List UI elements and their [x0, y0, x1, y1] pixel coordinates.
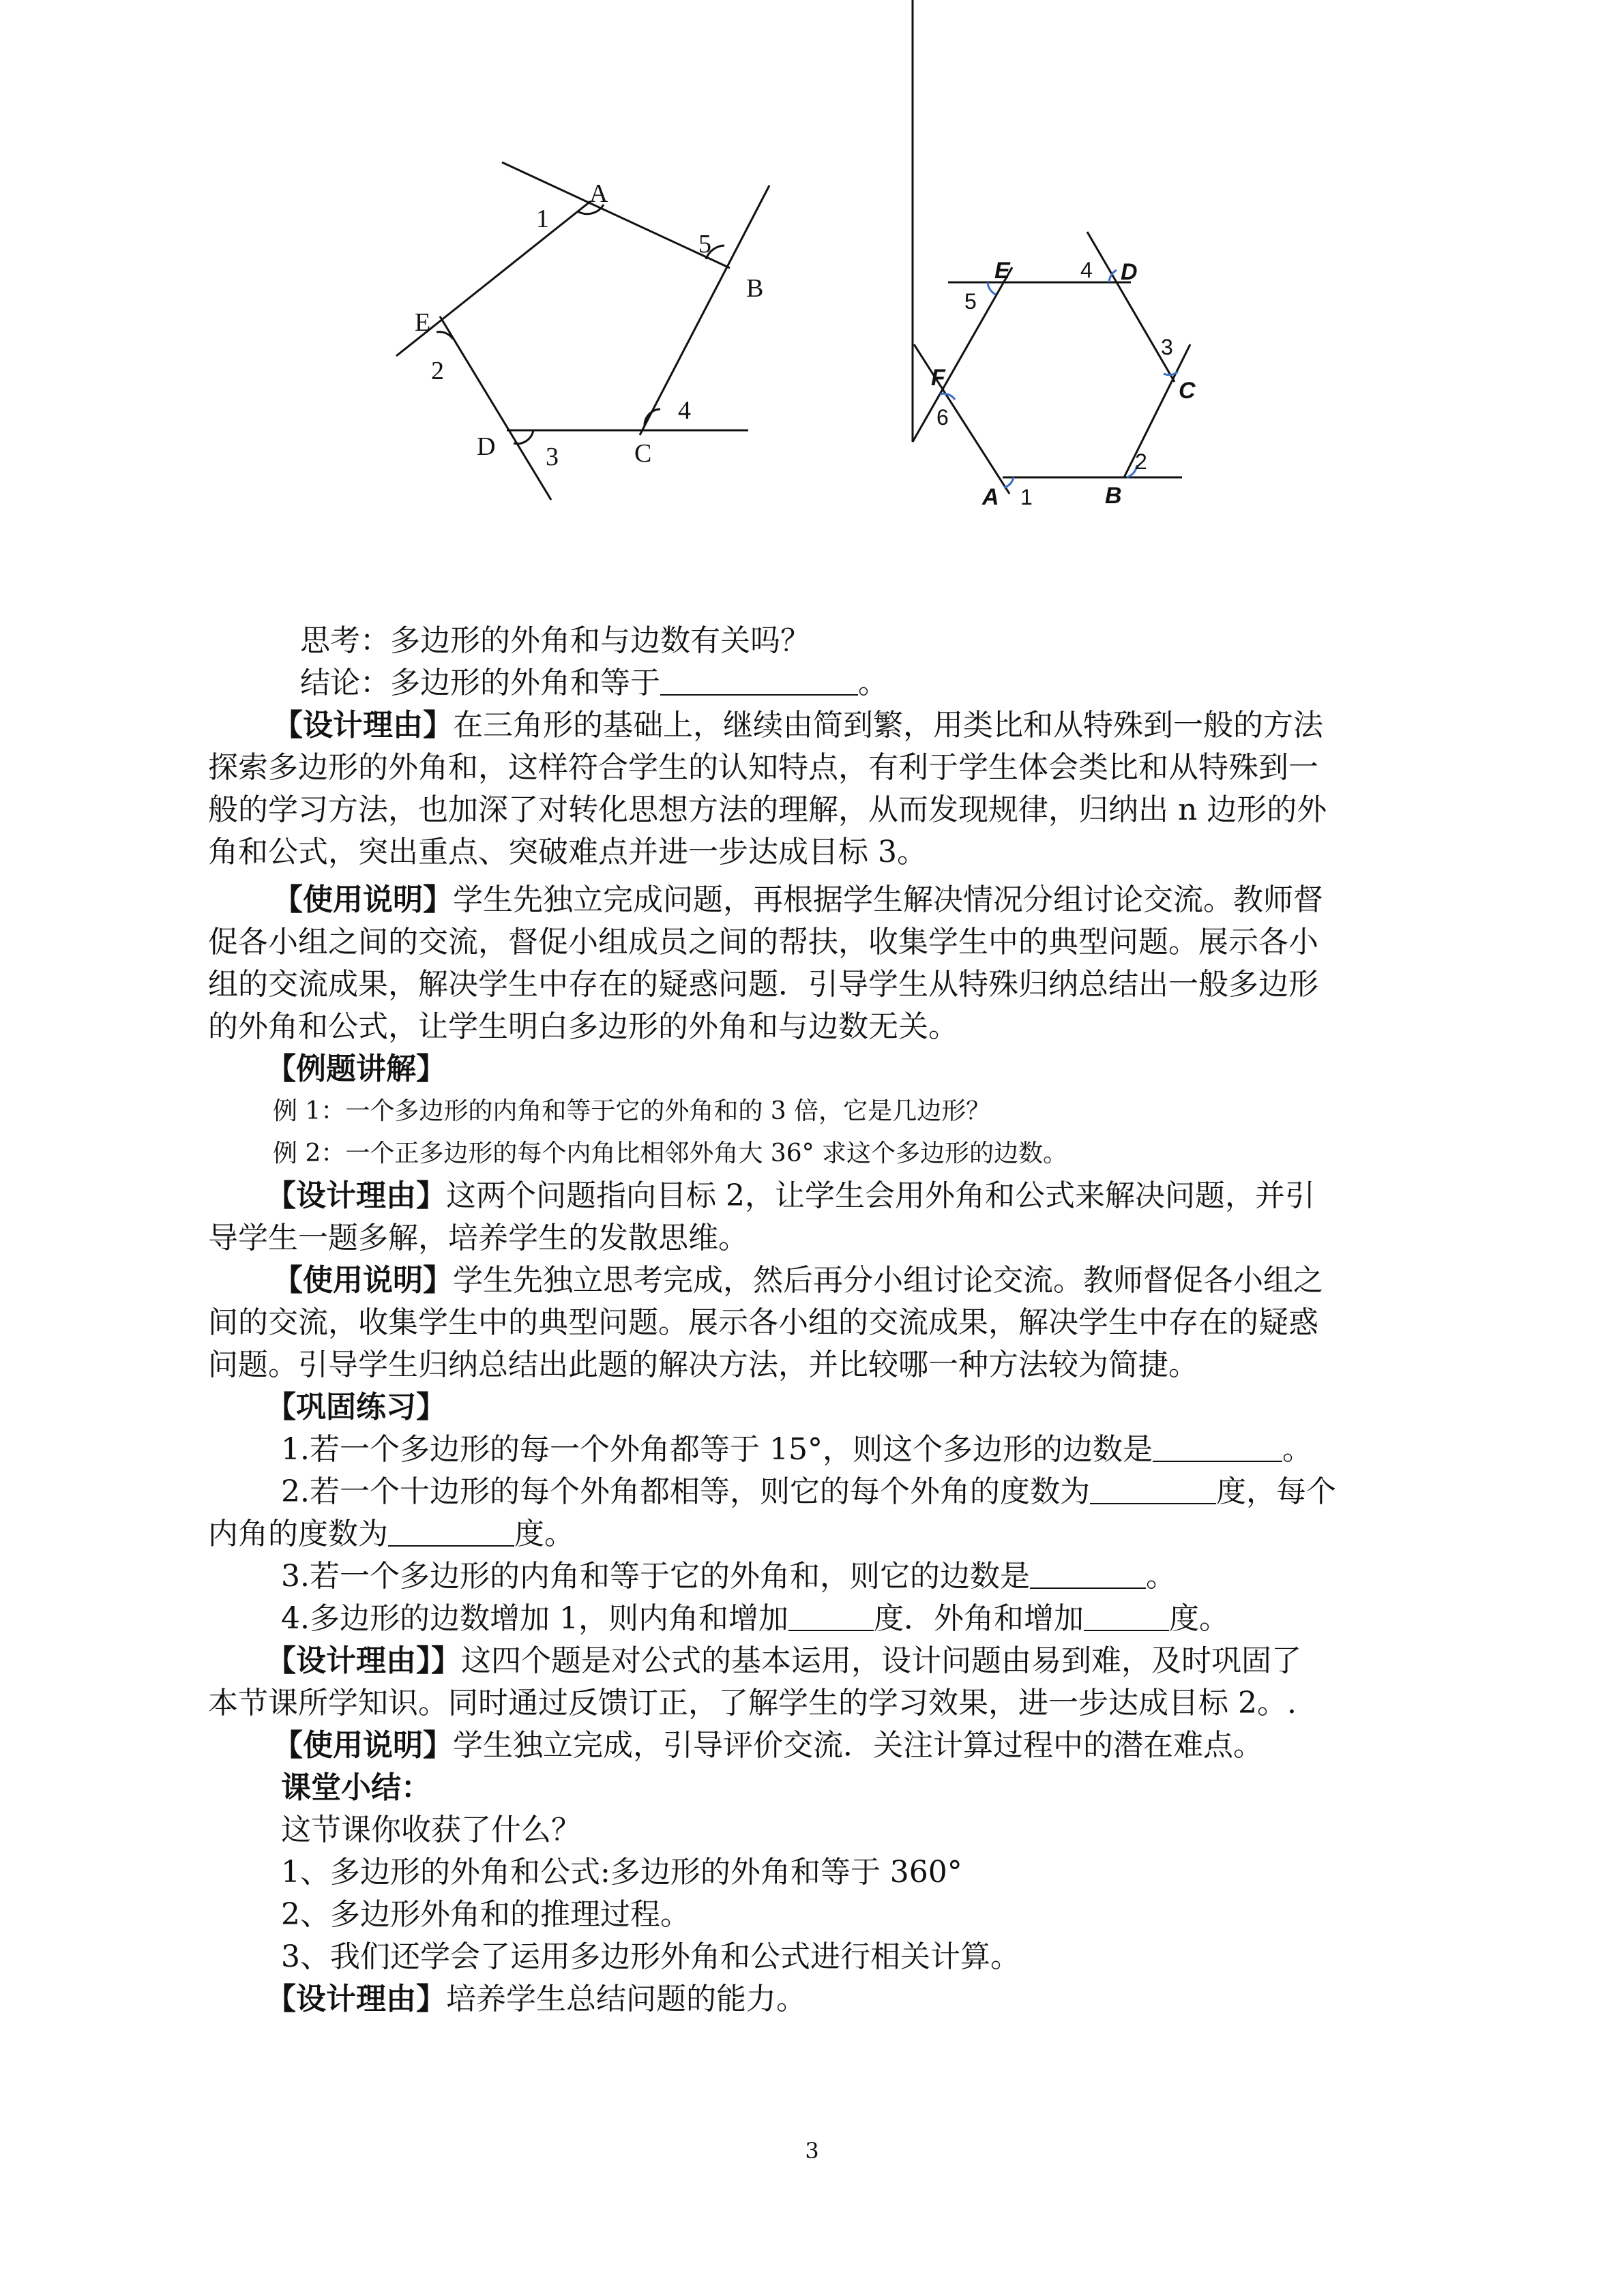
hex-angle-2-label: 2 — [1135, 449, 1147, 474]
vertex-e-label: E — [415, 308, 431, 337]
hex-angle-5-label: 5 — [964, 289, 977, 314]
conclusion-end: 。 — [858, 666, 888, 700]
usage2-line3: 问题。引导学生归纳总结出此题的解决方法，并比较哪一种方法较为简捷。 — [208, 1347, 1198, 1382]
think-question: 思考：多边形的外角和与边数有关吗？ — [300, 623, 810, 658]
reason1-label: 【设计理由】 — [273, 708, 453, 743]
hex-angle-6-label: 6 — [936, 405, 949, 430]
pentagon-side-bc — [640, 185, 769, 435]
reason2-text1: 这两个问题指向目标 2，让学生会用外角和公式来解决问题，并引 — [446, 1178, 1315, 1213]
conclusion-text: 结论：多边形的外角和等于 — [300, 666, 660, 700]
reason1-line1 — [273, 705, 1323, 746]
reason3-label: 【设计理由】】 — [266, 1643, 461, 1678]
hex-vertex-a-label: A — [982, 484, 999, 510]
hex-vertex-c-label: C — [1179, 378, 1196, 404]
hexagon-side-af — [914, 344, 1009, 494]
practice-q4-blank1[interactable] — [788, 1602, 874, 1631]
practice-q4-end: 度。 — [1168, 1601, 1229, 1636]
practice-q1-end: 。 — [1282, 1432, 1312, 1467]
hex-angle-arc-1 — [1004, 477, 1014, 488]
reason1-text1: 在三角形的基础上，继续由简到繁，用类比和从特殊到一般的方法 — [453, 708, 1323, 743]
practice-q4 — [281, 1598, 1229, 1639]
practice-q2-line2-text: 内角的度数为 — [208, 1517, 388, 1551]
usage2-text1: 学生先独立思考完成，然后再分小组讨论交流。教师督促各小组之 — [453, 1263, 1323, 1298]
usage1-line4: 的外角和公式，让学生明白多边形的外角和与边数无关。 — [208, 1009, 958, 1044]
usage3-text1: 学生独立完成，引导评价交流．关注计算过程中的潜在难点。 — [453, 1728, 1263, 1763]
vertex-b-label: B — [746, 274, 764, 303]
example-1: 例 1：一个多边形的内角和等于它的外角和的 3 倍，它是几边形？ — [273, 1097, 991, 1125]
practice-q3-end: 。 — [1145, 1559, 1176, 1594]
summary-question: 这节课你收获了什么？ — [281, 1813, 581, 1847]
practice-q1-blank[interactable] — [1153, 1433, 1282, 1462]
pentagon-labels — [415, 179, 763, 471]
usage3-line1 — [273, 1725, 1263, 1766]
hexagon-figure — [913, 0, 1190, 494]
hex-angle-arc-5 — [988, 282, 996, 295]
reason2-line1 — [266, 1176, 1315, 1217]
usage1-line1 — [273, 880, 1323, 921]
example-2: 例 2：一个正多边形的每个内角比相邻外角大 36° 求这个多边形的边数。 — [273, 1139, 1068, 1167]
reason3-text1: 这四个题是对公式的基本运用，设计问题由易到难，及时巩固了 — [461, 1643, 1301, 1678]
angle-1-label: 1 — [536, 205, 549, 233]
practice-q2-text: 2.若一个十边形的每个外角都相等，则它的每个外角的度数为 — [281, 1474, 1090, 1509]
angle-arc-4 — [645, 409, 660, 426]
practice-q2-line2 — [208, 1514, 574, 1555]
hex-vertex-b-label: B — [1105, 483, 1122, 509]
reason4-line1 — [266, 1979, 806, 2020]
usage2-line1 — [273, 1260, 1323, 1301]
practice-q2 — [281, 1472, 1336, 1512]
summary-item-2: 2、多边形外角和的推理过程。 — [281, 1897, 690, 1932]
practice-heading: 【巩固练习】 — [266, 1390, 446, 1425]
hex-angle-1-label: 1 — [1020, 485, 1033, 509]
angle-5-label: 5 — [698, 230, 711, 258]
practice-q2-blank1[interactable] — [1090, 1476, 1216, 1504]
usage1-text1: 学生先独立完成问题，再根据学生解决情况分组讨论交流。教师督 — [453, 882, 1323, 917]
angle-4-label: 4 — [678, 396, 691, 425]
hexagon-labels — [931, 258, 1196, 510]
vertex-c-label: C — [634, 439, 652, 468]
figures-area — [0, 0, 1624, 586]
reason1-line4: 角和公式，突出重点、突破难点并进一步达成目标 3。 — [208, 835, 927, 869]
reason3-line1 — [266, 1641, 1301, 1682]
practice-q4-mid: 度．外角和增加 — [873, 1601, 1084, 1636]
page-number: 3 — [805, 2138, 819, 2164]
usage1-line2: 促各小组之间的交流，督促小组成员之间的帮扶，收集学生中的典型问题。展示各小 — [208, 925, 1318, 959]
hex-angle-4-label: 4 — [1080, 258, 1093, 282]
practice-q2-blank2[interactable] — [388, 1518, 514, 1547]
reason3-line2: 本节课所学知识。同时通过反馈订正，了解学生的学习效果，进一步达成目标 2。. — [208, 1686, 1297, 1720]
usage2-label: 【使用说明】 — [273, 1263, 453, 1298]
practice-q4-blank2[interactable] — [1084, 1602, 1169, 1631]
hex-vertex-d-label: D — [1121, 259, 1138, 285]
polygon-figures — [0, 0, 1624, 586]
usage2-line2: 间的交流，收集学生中的典型问题。展示各小组的交流成果，解决学生中存在的疑惑 — [208, 1305, 1318, 1340]
reason2-label: 【设计理由】 — [266, 1178, 446, 1213]
examples-heading: 【例题讲解】 — [266, 1052, 446, 1086]
practice-q3 — [281, 1556, 1176, 1597]
practice-q1 — [281, 1429, 1312, 1470]
practice-q1-text: 1.若一个多边形的每一个外角都等于 15°，则这个多边形的边数是 — [281, 1432, 1153, 1467]
reason2-line2: 导学生一题多解，培养学生的发散思维。 — [208, 1221, 748, 1255]
practice-q3-blank[interactable] — [1030, 1560, 1146, 1589]
hexagon-side-dc — [1087, 232, 1175, 382]
usage1-label: 【使用说明】 — [273, 882, 453, 917]
usage3-label: 【使用说明】 — [273, 1728, 453, 1763]
angle-2-label: 2 — [431, 357, 444, 385]
hex-vertex-f-label: F — [931, 365, 945, 391]
reason4-text1: 培养学生总结问题的能力。 — [446, 1982, 806, 2016]
practice-q3-text: 3.若一个多边形的内角和等于它的外角和，则它的边数是 — [281, 1559, 1030, 1594]
hex-vertex-e-label: E — [994, 258, 1010, 284]
pentagon-side-de — [440, 316, 551, 500]
hexagon-side-cb — [1124, 344, 1190, 477]
summary-heading: 课堂小结： — [281, 1770, 431, 1805]
usage1-line3: 组的交流成果，解决学生中存在的疑惑问题．引导学生从特殊归纳总结出一般多边形 — [208, 967, 1318, 1002]
hex-angle-3-label: 3 — [1161, 335, 1173, 359]
practice-q2-mid: 度，每个 — [1215, 1474, 1336, 1509]
practice-q2-line2-end: 度。 — [514, 1517, 574, 1551]
conclusion-line — [300, 663, 888, 704]
pentagon-figure — [396, 162, 769, 500]
vertex-d-label: D — [477, 432, 496, 461]
practice-q4-text: 4.多边形的边数增加 1，则内角和增加 — [281, 1601, 788, 1636]
reason4-label: 【设计理由】 — [266, 1982, 446, 2016]
hexagon-side-fe — [913, 267, 1012, 442]
vertex-a-label: A — [589, 179, 608, 208]
reason1-line3: 般的学习方法，也加深了对转化思想方法的理解，从而发现规律，归纳出 n 边形的外 — [208, 792, 1327, 827]
angle-3-label: 3 — [546, 443, 559, 471]
conclusion-blank[interactable] — [660, 667, 858, 696]
summary-item-1: 1、多边形的外角和公式:多边形的外角和等于 360° — [281, 1855, 962, 1890]
summary-item-3: 3、我们还学会了运用多边形外角和公式进行相关计算。 — [281, 1939, 1020, 1974]
reason1-line2: 探索多边形的外角和，这样符合学生的认知特点，有利于学生体会类比和从特殊到一 — [208, 750, 1318, 785]
